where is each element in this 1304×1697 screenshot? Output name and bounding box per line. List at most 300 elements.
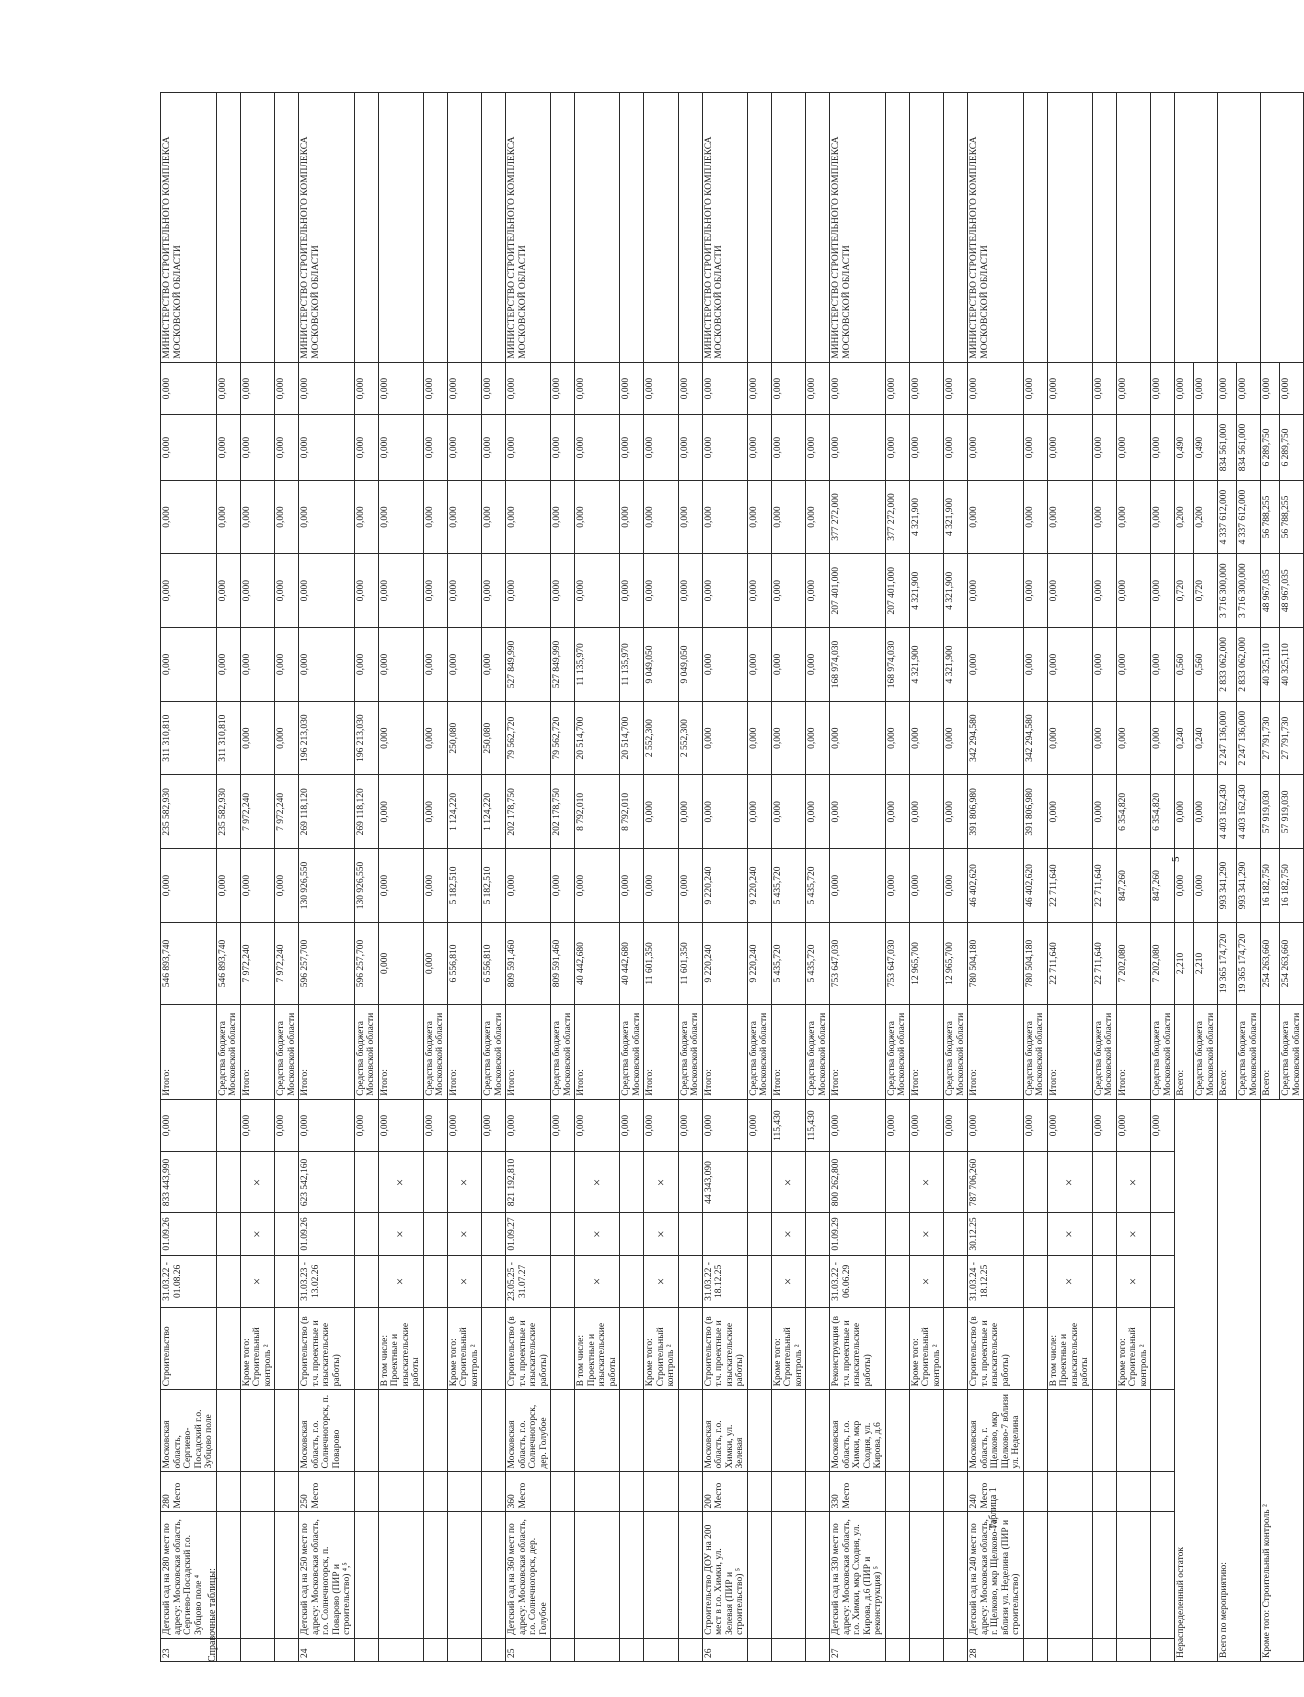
table-cell: 0,000: [378, 415, 423, 480]
table-cell: [575, 1472, 620, 1512]
table-cell: ×: [771, 1213, 806, 1255]
table-cell: [216, 1255, 240, 1308]
table-cell: [240, 1472, 275, 1512]
table-cell: [378, 1472, 423, 1512]
summary-cell: 0,000: [1175, 362, 1194, 415]
table-cell: 01.09.26: [161, 1213, 217, 1255]
summary-label: Кроме того: Строительный контроль ²: [1261, 1099, 1304, 1661]
table-cell: [678, 1638, 702, 1661]
table-cell: 130 926,550: [299, 849, 355, 923]
table-cell: 391 806,980: [1023, 775, 1047, 849]
table-cell: [423, 93, 447, 363]
table-cell: ×: [1116, 1152, 1151, 1213]
table-cell: 0,000: [678, 775, 702, 849]
summary-cell: 834 561,000: [1237, 415, 1261, 480]
table-cell: [678, 1213, 702, 1255]
table-cell: ×: [1116, 1213, 1151, 1255]
table-cell: [551, 1213, 575, 1255]
table-cell: 0,000: [378, 775, 423, 849]
table-cell: 0,000: [747, 701, 771, 775]
table-cell: 7 972,240: [240, 922, 275, 1004]
table-cell: [909, 1638, 944, 1661]
table-cell: [944, 1472, 968, 1512]
table-cell: [275, 1512, 299, 1638]
table-cell: 0,000: [1047, 415, 1092, 480]
table-cell: Московская область, г. Щелково, мкр Щелково-7 вблизи ул. Неделина: [968, 1390, 1024, 1472]
table-row: [551, 93, 575, 1662]
summary-cell: 40 325,110: [1280, 628, 1304, 702]
table-cell: [354, 1213, 378, 1255]
table-cell: [644, 93, 679, 363]
table-cell: 527 849,990: [551, 628, 575, 702]
table-cell: [806, 1472, 830, 1512]
table-cell: 0,000: [702, 775, 747, 849]
summary-cell: 0,490: [1175, 415, 1194, 480]
table-cell: [423, 1308, 447, 1390]
summary-cell: 16 182,750: [1261, 849, 1280, 923]
table-cell: 0,000: [240, 480, 275, 554]
table-cell: 0,000: [1023, 628, 1047, 702]
table-cell: 0,000: [806, 362, 830, 415]
table-cell: [447, 1512, 482, 1638]
table-cell: 0,000: [944, 1099, 968, 1152]
table-cell: [1151, 1472, 1175, 1512]
table-cell: [216, 1152, 240, 1213]
table-cell: 0,000: [216, 554, 240, 628]
table-cell: [1116, 1638, 1151, 1661]
table-cell: [354, 1152, 378, 1213]
table-row: [747, 93, 771, 1662]
table-cell: 0,000: [240, 628, 275, 702]
table-cell: 11 601,350: [644, 922, 679, 1004]
table-cell: МИНИСТЕРСТВО СТРОИТЕЛЬНОГО КОМПЛЕКСА МОСКОВСКОЙ ОБЛАСТИ: [968, 93, 1024, 363]
table-cell: 0,000: [1116, 554, 1151, 628]
table-cell: [275, 1213, 299, 1255]
table-cell: 0,000: [482, 362, 506, 415]
summary-cell: Всего:: [1218, 1005, 1237, 1100]
summary-cell: 0,200: [1175, 480, 1194, 554]
table-cell: 0,000: [1047, 480, 1092, 554]
table-cell: [423, 1213, 447, 1255]
summary-cell: 56 788,255: [1280, 480, 1304, 554]
table-cell: 0,000: [1151, 1099, 1175, 1152]
table-cell: [620, 1472, 644, 1512]
table-cell: 0,000: [1151, 701, 1175, 775]
table-row: [240, 93, 275, 1662]
table-cell: ×: [644, 1255, 679, 1308]
table-cell: [885, 1213, 909, 1255]
table-cell: Средства бюджета Московской области: [1092, 1005, 1116, 1100]
table-cell: 31.03.24 - 18.12.25: [968, 1255, 1024, 1308]
table-cell: 0,000: [506, 554, 551, 628]
table-cell: 0,000: [678, 554, 702, 628]
table-cell: [644, 1638, 679, 1661]
table-cell: 2 552,300: [644, 701, 679, 775]
table-cell: [885, 1390, 909, 1472]
table-cell: Средства бюджета Московской области: [216, 1005, 240, 1100]
table-cell: 0,000: [1047, 362, 1092, 415]
table-cell: [806, 1213, 830, 1255]
table-cell: 0,000: [944, 362, 968, 415]
table-cell: 0,000: [702, 415, 747, 480]
table-cell: 0,000: [275, 480, 299, 554]
table-cell: [1023, 1255, 1047, 1308]
table-cell: 0,000: [575, 554, 620, 628]
table-row: [161, 93, 217, 1662]
summary-cell: 0,200: [1194, 480, 1218, 554]
table-cell: 7 972,240: [275, 922, 299, 1004]
table-cell: 0,000: [1151, 480, 1175, 554]
table-cell: [354, 1638, 378, 1661]
table-row: [1047, 93, 1092, 1662]
table-cell: 9 220,240: [702, 922, 747, 1004]
table-cell: [551, 1308, 575, 1390]
table-cell: 0,000: [806, 480, 830, 554]
table-cell: 11 135,970: [575, 628, 620, 702]
table-cell: 0,000: [423, 922, 447, 1004]
table-cell: 0,000: [240, 849, 275, 923]
table-cell: 4 321,900: [909, 554, 944, 628]
table-cell: ×: [575, 1255, 620, 1308]
table-cell: 0,000: [482, 480, 506, 554]
table-cell: 250,080: [447, 701, 482, 775]
table-cell: Детский сад на 360 мест по адресу: Московская область, г.о. Солнечногорск, дер. Голубое: [506, 1512, 551, 1638]
table-cell: 0,000: [644, 480, 679, 554]
table-cell: ×: [240, 1213, 275, 1255]
table-cell: 5 182,510: [447, 849, 482, 923]
table-cell: 833 443,990: [161, 1152, 217, 1213]
table-row: [702, 93, 747, 1662]
summary-cell: Всего:: [1175, 1005, 1194, 1100]
table-cell: 115,430: [806, 1099, 830, 1152]
table-cell: [216, 1099, 240, 1152]
table-cell: Итого:: [506, 1005, 551, 1100]
table-cell: 0,000: [968, 554, 1024, 628]
table-cell: [275, 1390, 299, 1472]
table-cell: 0,000: [378, 849, 423, 923]
table-cell: [482, 1255, 506, 1308]
table-cell: 0,000: [299, 628, 355, 702]
table-cell: [678, 1512, 702, 1638]
summary-row: [1175, 93, 1194, 1662]
summary-row: [1218, 93, 1237, 1662]
table-cell: Средства бюджета Московской области: [944, 1005, 968, 1100]
table-row: [1151, 93, 1175, 1662]
table-cell: 780 504,180: [1023, 922, 1047, 1004]
table-cell: Итого:: [161, 1005, 217, 1100]
summary-cell: 0,000: [1280, 362, 1304, 415]
table-cell: 235 582,930: [161, 775, 217, 849]
table-cell: 22 711,640: [1092, 922, 1116, 1004]
table-cell: [620, 1638, 644, 1661]
table-cell: Итого:: [771, 1005, 806, 1100]
table-cell: 4 321,900: [944, 480, 968, 554]
table-cell: 6 354,820: [1116, 775, 1151, 849]
table-cell: Средства бюджета Московской области: [423, 1005, 447, 1100]
table-cell: [909, 1512, 944, 1638]
table-cell: 168 974,030: [885, 628, 909, 702]
table-row: [482, 93, 506, 1662]
table-cell: [216, 1213, 240, 1255]
table-cell: 0,000: [771, 701, 806, 775]
table-cell: 0,000: [161, 628, 217, 702]
table-cell: 4 321,900: [944, 628, 968, 702]
table-cell: 207 401,000: [885, 554, 909, 628]
table-cell: ×: [447, 1255, 482, 1308]
table-cell: 0,000: [944, 415, 968, 480]
table-cell: Средства бюджета Московской области: [551, 1005, 575, 1100]
table-cell: 0,000: [447, 554, 482, 628]
table-cell: 9 220,240: [747, 849, 771, 923]
table-cell: [771, 1390, 806, 1472]
table-cell: [1092, 1512, 1116, 1638]
table-cell: [1047, 93, 1092, 363]
table-cell: 0,000: [161, 480, 217, 554]
table-cell: 0,000: [968, 628, 1024, 702]
table-cell: 0,000: [551, 415, 575, 480]
table-cell: 0,000: [299, 1099, 355, 1152]
table-cell: 0,000: [482, 628, 506, 702]
table-cell: [482, 1472, 506, 1512]
table-cell: 0,000: [771, 628, 806, 702]
table-cell: 0,000: [702, 362, 747, 415]
table-cell: 5 435,720: [806, 849, 830, 923]
table-cell: [482, 1308, 506, 1390]
summary-blank-cell: [1261, 93, 1304, 363]
table-cell: 0,000: [1092, 415, 1116, 480]
table-cell: [551, 1512, 575, 1638]
summary-cell: 834 561,000: [1218, 415, 1237, 480]
table-cell: 0,000: [909, 849, 944, 923]
summary-cell: 57 919,030: [1280, 775, 1304, 849]
table-cell: [378, 1638, 423, 1661]
table-cell: 0,000: [1151, 554, 1175, 628]
summary-cell: 2,210: [1194, 922, 1218, 1004]
table-cell: 0,000: [161, 1099, 217, 1152]
table-cell: 6 354,820: [1151, 775, 1175, 849]
table-row: [216, 93, 240, 1662]
table-cell: [678, 1390, 702, 1472]
table-cell: [620, 1390, 644, 1472]
table-cell: [771, 1472, 806, 1512]
table-cell: 20 514,700: [620, 701, 644, 775]
table-cell: 0,000: [771, 480, 806, 554]
table-cell: [575, 1390, 620, 1472]
table-cell: [240, 93, 275, 363]
table-cell: [944, 1512, 968, 1638]
table-cell: 28: [968, 1638, 1024, 1661]
table-cell: 0,000: [830, 701, 886, 775]
table-cell: 115,430: [771, 1099, 806, 1152]
table-cell: 0,000: [747, 480, 771, 554]
table-cell: 11 135,970: [620, 628, 644, 702]
table-cell: [944, 1390, 968, 1472]
table-cell: 0,000: [216, 415, 240, 480]
table-cell: 0,000: [354, 362, 378, 415]
table-cell: Московская область, Сергиево-Посадский г.о. Зубцово поле: [161, 1390, 217, 1472]
table-cell: 753 647,030: [830, 922, 886, 1004]
table-cell: [1047, 1512, 1092, 1638]
table-cell: 5 435,720: [771, 849, 806, 923]
table-cell: [240, 1390, 275, 1472]
table-cell: 0,000: [299, 480, 355, 554]
table-cell: 0,000: [378, 362, 423, 415]
table-cell: 0,000: [806, 701, 830, 775]
table-cell: ×: [575, 1152, 620, 1213]
table-cell: [747, 1152, 771, 1213]
table-cell: 311 310,810: [161, 701, 217, 775]
table-cell: [378, 1512, 423, 1638]
table-cell: 0,000: [575, 415, 620, 480]
summary-cell: 56 788,255: [1261, 480, 1280, 554]
summary-label: Всего по мероприятию:: [1218, 1099, 1261, 1661]
summary-cell: 16 182,750: [1280, 849, 1304, 923]
table-cell: 0,000: [275, 701, 299, 775]
table-cell: Средства бюджета Московской области: [482, 1005, 506, 1100]
table-cell: МИНИСТЕРСТВО СТРОИТЕЛЬНОГО КОМПЛЕКСА МОСКОВСКОЙ ОБЛАСТИ: [299, 93, 355, 363]
table-cell: [482, 1512, 506, 1638]
table-cell: 0,000: [482, 1099, 506, 1152]
summary-cell: 4 403 162,430: [1218, 775, 1237, 849]
table-row: [378, 93, 423, 1662]
table-cell: [1092, 1638, 1116, 1661]
table-cell: ×: [1047, 1152, 1092, 1213]
table-cell: 7 202,080: [1151, 922, 1175, 1004]
table-cell: [1092, 93, 1116, 363]
table-cell: [482, 1638, 506, 1661]
table-cell: 391 806,980: [968, 775, 1024, 849]
table-cell: 780 504,180: [968, 922, 1024, 1004]
summary-cell: 0,000: [1261, 362, 1280, 415]
table-cell: 0,000: [747, 415, 771, 480]
summary-cell: 57 919,030: [1261, 775, 1280, 849]
table-cell: Средства бюджета Московской области: [620, 1005, 644, 1100]
table-cell: 0,000: [771, 415, 806, 480]
table-cell: 0,000: [830, 1099, 886, 1152]
table-row: [423, 93, 447, 1662]
table-cell: 0,000: [909, 775, 944, 849]
table-cell: 0,000: [806, 415, 830, 480]
table-cell: Кроме того: Строительный контроль ²: [644, 1308, 679, 1390]
table-row: [806, 93, 830, 1662]
table-cell: [447, 1472, 482, 1512]
table-cell: ×: [447, 1152, 482, 1213]
table-cell: [747, 1390, 771, 1472]
table-cell: [275, 93, 299, 363]
table-cell: 4 321,900: [944, 554, 968, 628]
table-cell: 0,000: [830, 775, 886, 849]
table-cell: 1 124,220: [482, 775, 506, 849]
summary-cell: 0,000: [1175, 849, 1194, 923]
table-cell: 269 118,120: [354, 775, 378, 849]
table-cell: Кроме того: Строительный контроль ²: [240, 1308, 275, 1390]
table-cell: [1151, 1308, 1175, 1390]
summary-cell: 0,000: [1194, 775, 1218, 849]
table-cell: Московская область, г.о. Химки, ул. Зелевая: [702, 1390, 747, 1472]
table-cell: [275, 1472, 299, 1512]
summary-cell: Средства бюджета Московской области: [1194, 1005, 1218, 1100]
table-cell: [944, 93, 968, 363]
table-cell: [1092, 1255, 1116, 1308]
table-cell: [240, 1512, 275, 1638]
table-cell: [216, 1308, 240, 1390]
table-cell: [806, 1390, 830, 1472]
table-cell: 0,000: [771, 554, 806, 628]
summary-cell: 0,560: [1194, 628, 1218, 702]
table-row: [678, 93, 702, 1662]
table-cell: 0,000: [885, 1099, 909, 1152]
table-cell: [1116, 1390, 1151, 1472]
summary-cell: 19 365 174,720: [1237, 922, 1261, 1004]
table-cell: [216, 1472, 240, 1512]
table-cell: 0,000: [1047, 701, 1092, 775]
table-cell: 623 542,160: [299, 1152, 355, 1213]
table-cell: [354, 93, 378, 363]
table-cell: 6 556,810: [447, 922, 482, 1004]
table-cell: 1 124,220: [447, 775, 482, 849]
table-cell: 0,000: [423, 415, 447, 480]
footer-label: Справочные таблицы:: [207, 1568, 218, 1662]
table-cell: 0,000: [1092, 701, 1116, 775]
table-cell: [575, 93, 620, 363]
table-cell: 0,000: [423, 554, 447, 628]
table-cell: 0,000: [944, 701, 968, 775]
table-cell: [806, 1308, 830, 1390]
table-cell: 22 711,640: [1092, 849, 1116, 923]
table-cell: 0,000: [240, 415, 275, 480]
table-cell: Итого:: [702, 1005, 747, 1100]
table-cell: 0,000: [354, 1099, 378, 1152]
table-cell: [885, 1638, 909, 1661]
table-cell: 787 706,260: [968, 1152, 1024, 1213]
table-cell: Московская область, г.о. Химки, мкр Сходня, ул. Кирова, д.6: [830, 1390, 886, 1472]
table-cell: [944, 1255, 968, 1308]
table-cell: [275, 1308, 299, 1390]
table-cell: [1092, 1390, 1116, 1472]
table-cell: 0,000: [644, 362, 679, 415]
table-row: [909, 93, 944, 1662]
table-cell: 27: [830, 1638, 886, 1661]
table-row: [885, 93, 909, 1662]
table-cell: [1092, 1472, 1116, 1512]
table-cell: [678, 1308, 702, 1390]
table-cell: [909, 93, 944, 363]
table-row: [299, 93, 355, 1662]
table-cell: В том числе: Проектные и изыскательские работы: [1047, 1308, 1092, 1390]
table-cell: Итого:: [575, 1005, 620, 1100]
table-cell: [747, 93, 771, 363]
table-cell: 7 972,240: [275, 775, 299, 849]
table-cell: 0,000: [551, 480, 575, 554]
table-cell: 0,000: [423, 1099, 447, 1152]
table-cell: 0,000: [885, 775, 909, 849]
table-cell: 360 Место: [506, 1472, 551, 1512]
summary-cell: 0,000: [1175, 775, 1194, 849]
table-cell: 5 182,510: [482, 849, 506, 923]
table-cell: 0,000: [885, 849, 909, 923]
table-cell: 01.09.29: [830, 1213, 886, 1255]
summary-cell: Средства бюджета Московской области: [1237, 1005, 1261, 1100]
table-cell: [885, 1255, 909, 1308]
table-cell: 0,000: [275, 362, 299, 415]
table-cell: 0,000: [216, 480, 240, 554]
table-cell: [944, 1152, 968, 1213]
table-cell: [702, 1213, 747, 1255]
table-cell: 280 Место: [161, 1472, 217, 1512]
table-cell: 235 582,930: [216, 775, 240, 849]
table-cell: 0,000: [1023, 362, 1047, 415]
table-cell: Итого:: [447, 1005, 482, 1100]
